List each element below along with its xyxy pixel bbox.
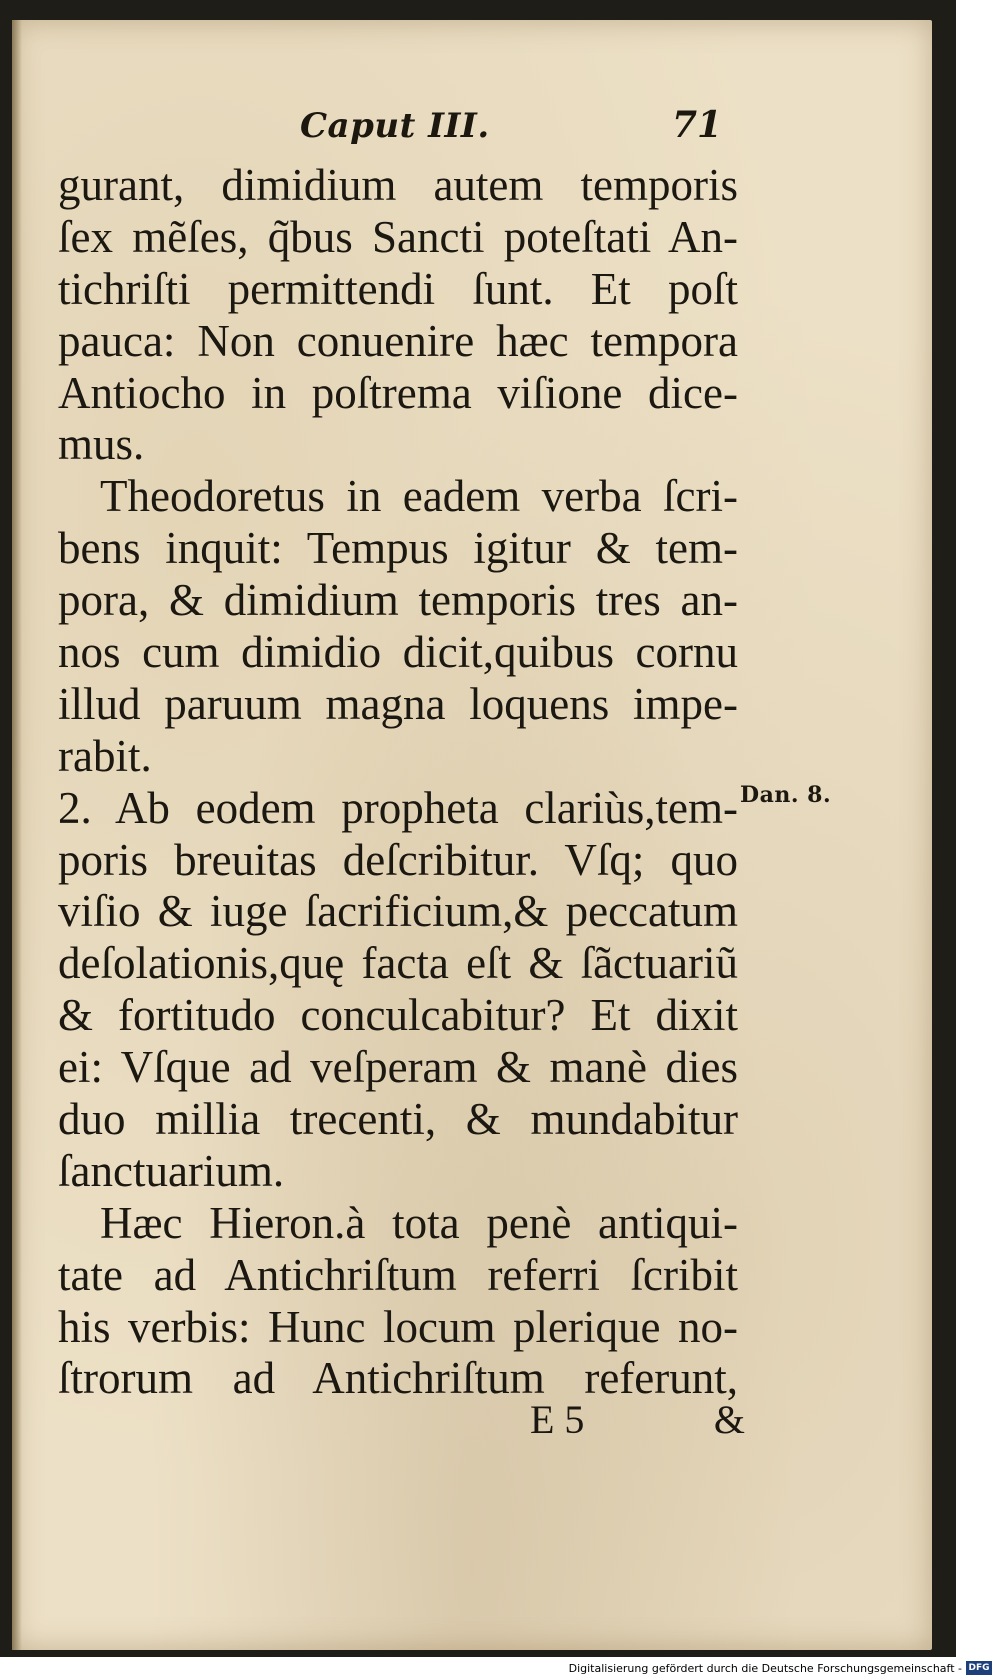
page-number: 71 [672,104,723,146]
dfg-logo: DFG [966,1661,992,1675]
text-line: ſanctuarium. [58,1145,285,1196]
text-line: pauca: Non conuenire hæc tempora [58,315,738,366]
text-line: tate ad Antichriſtum referri ſcribit [58,1249,738,1300]
page-body [58,160,738,1405]
text-line: ſtrorum ad Antichriſtum referunt, [58,1353,738,1404]
running-head: Caput III. [300,106,490,146]
text-line: his verbis: Hunc locum plerique no- [58,1301,738,1352]
text-line: ei: Vſque ad veſperam & manè dies [58,1042,738,1093]
text-line: bens inquit: Tempus igitur & tem- [58,523,738,574]
margin-note: Dan. 8. [740,782,832,808]
text-line: Antiocho in poſtrema viſione dice- [58,367,738,418]
page-gutter-shadow [12,20,22,1650]
signature-line [530,1396,745,1443]
signature-mark: E 5 [530,1397,585,1442]
catchword: & [713,1397,745,1442]
text-line: & fortitudo conculcabitur? Et dixit [58,990,738,1041]
text-line: duo millia trecenti, & mundabitur [58,1094,738,1145]
text-line: tichriſti permittendi ſunt. Et poſt [58,263,738,314]
text-line: illud paruum magna loquens impe- [58,678,738,729]
text-line: rabit. [58,730,152,781]
text-line: viſio & iuge ſacrificium,& peccatum [58,886,738,937]
text-line: 2. Ab eodem propheta clariùs,tem- [58,782,738,833]
text-line: Hæc Hieron.à tota penè antiqui- [100,1197,738,1248]
text-line: gurant, dimidium autem temporis [58,160,738,210]
text-line: ſex mẽſes, q̃bus Sancti poteſtati An- [58,211,738,262]
text-line: poris breuitas deſcribitur. Vſq; quo [58,834,738,885]
text-line: pora, & dimidium temporis tres an- [58,575,738,626]
footer-credit: Digitalisierung gefördert durch die Deutsche Forschungsgemeinschaft - [568,1662,962,1675]
text-line: mus. [58,419,145,470]
text-line: Theodoretus in eadem verba ſcri- [100,471,738,522]
text-line: nos cum dimidio dicit,quibus cornu [58,627,738,678]
text-line: deſolationis,quę facta eſt & ſãctuariũ [58,938,738,989]
